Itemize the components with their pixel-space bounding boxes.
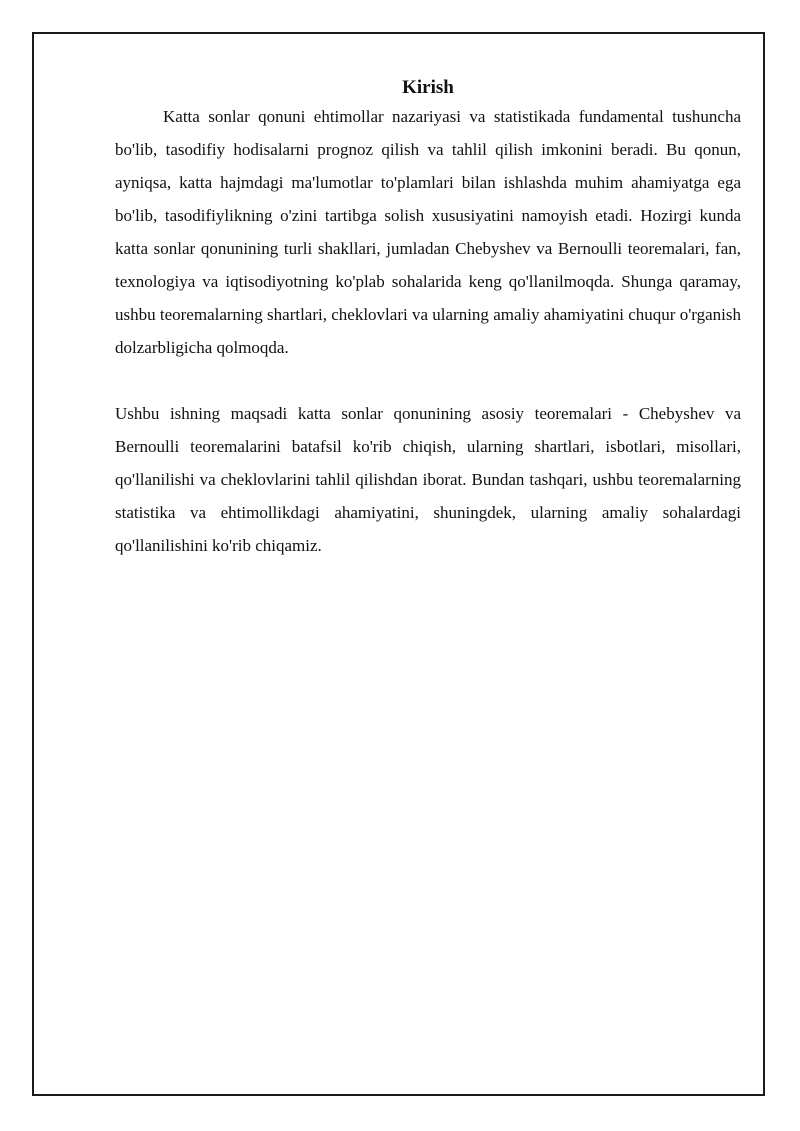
section-title: Kirish xyxy=(402,77,454,98)
paragraph-gap xyxy=(115,364,741,397)
paragraph-goal: Ushbu ishning maqsadi katta sonlar qonunining asosiy teoremalari - Chebyshev va Bernoulli teoremalarini batafsil ko'rib chiqish, ularning shartlari, isbotlari, misollari, qo'llanilishi va cheklovlarini tahlil qilishdan iborat. Bundan tashqari, ushbu teoremalarning statistika va ehtimollikdagi ahamiyatini, shuningdek, ularning amaliy sohalardagi qo'llanilishini ko'rib chiqamiz. xyxy=(115,404,741,555)
document-body xyxy=(115,76,741,562)
paragraph-intro: Katta sonlar qonuni ehtimollar nazariyasi va statistikada fundamental tushuncha bo'lib, tasodifiy hodisalarni prognoz qilish va tahlil qilish imkonini beradi. Bu qonun, ayniqsa, katta hajmdagi ma'lumotlar to'plamlari bilan ishlashda muhim ahamiyatga ega bo'lib, tasodifiylikning o'zini tartibga solish xususiyatini namoyish etadi. Hozirgi kunda katta sonlar qonunining turli shakllari, jumladan Chebyshev va Bernoulli teoremalari, fan, texnologiya va iqtisodiyotning ko'plab sohalarida keng qo'llanilmoqda. Shunga qaramay, ushbu teoremalarning shartlari, cheklovlari va ularning amaliy ahamiyatini chuqur o'rganish dolzarbligicha qolmoqda. xyxy=(115,107,741,357)
